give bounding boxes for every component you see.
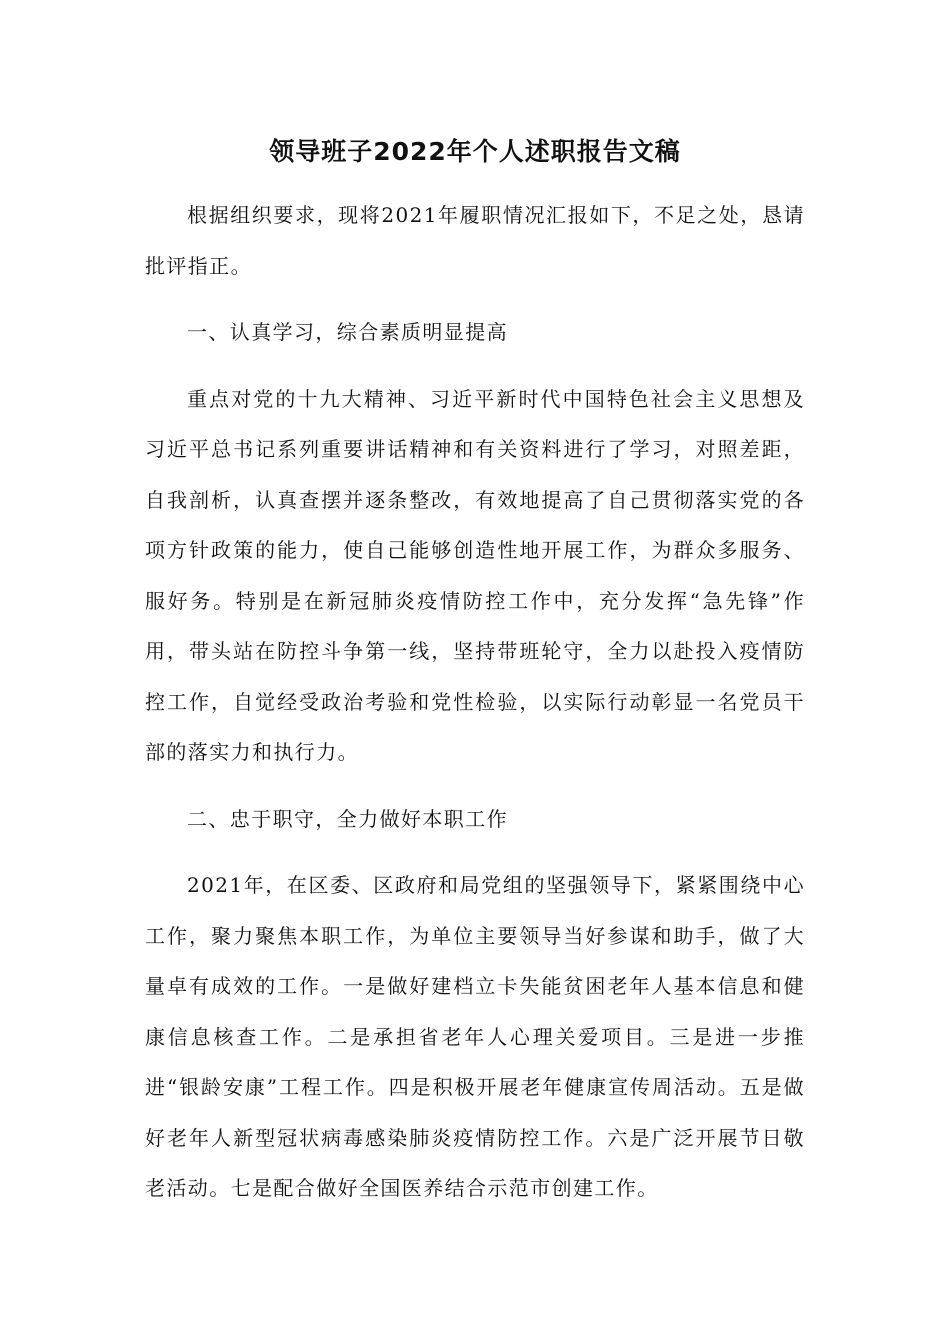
document-body bbox=[145, 190, 805, 1214]
section-heading-2: 二、忠于职守，全力做好本职工作 bbox=[187, 806, 508, 831]
paragraph-gap bbox=[145, 291, 805, 307]
section-2-paragraph: 2021年，在区委、区政府和局党组的坚强领导下，紧紧围绕中心工作，聚力聚焦本职工作，为单位主要领导当好参谋和助手，做了大量卓有成效的工作。一是做好建档立卡失能贫困老年人基本信息和健康信息核查工作。二是承担省老年人心理关爱项目。三是进一步推进“银龄安康”工程工作。四是积极开展老年健康宣传周活动。五是做好老年人新型冠状病毒感染肺炎疫情防控工作。六是广泛开展节日敬老活动。七是配合做好全国医养结合示范市创建工作。 bbox=[145, 873, 805, 1200]
section-heading-1: 一、认真学习，综合素质明显提高 bbox=[187, 320, 508, 344]
paragraph-gap bbox=[145, 844, 805, 860]
paragraph-gap bbox=[145, 358, 805, 374]
section-1-paragraph: 重点对党的十九大精神、习近平新时代中国特色社会主义思想及习近平总书记系列重要讲话精神和有关资料进行了学习，对照差距，自我剖析，认真查摆并逐条整改，有效地提高了自己贯彻落实党的各项方针政策的能力，使自己能够创造性地开展工作，为群众多服务、服好务。特别是在新冠肺炎疫情防控工作中，充分发挥“急先锋”作用，带头站在防控斗争第一线，坚持带班轮守，全力以赴投入疫情防控工作，自觉经受政治考验和党性检验，以实际行动彰显一名党员干部的落实力和执行力。 bbox=[145, 386, 805, 764]
paragraph-gap bbox=[145, 778, 805, 794]
intro-paragraph: 根据组织要求，现将2021年履职情况汇报如下，不足之处，恳请批评指正。 bbox=[145, 203, 805, 278]
document-title: 领导班子2022年个人述职报告文稿 bbox=[269, 137, 681, 166]
